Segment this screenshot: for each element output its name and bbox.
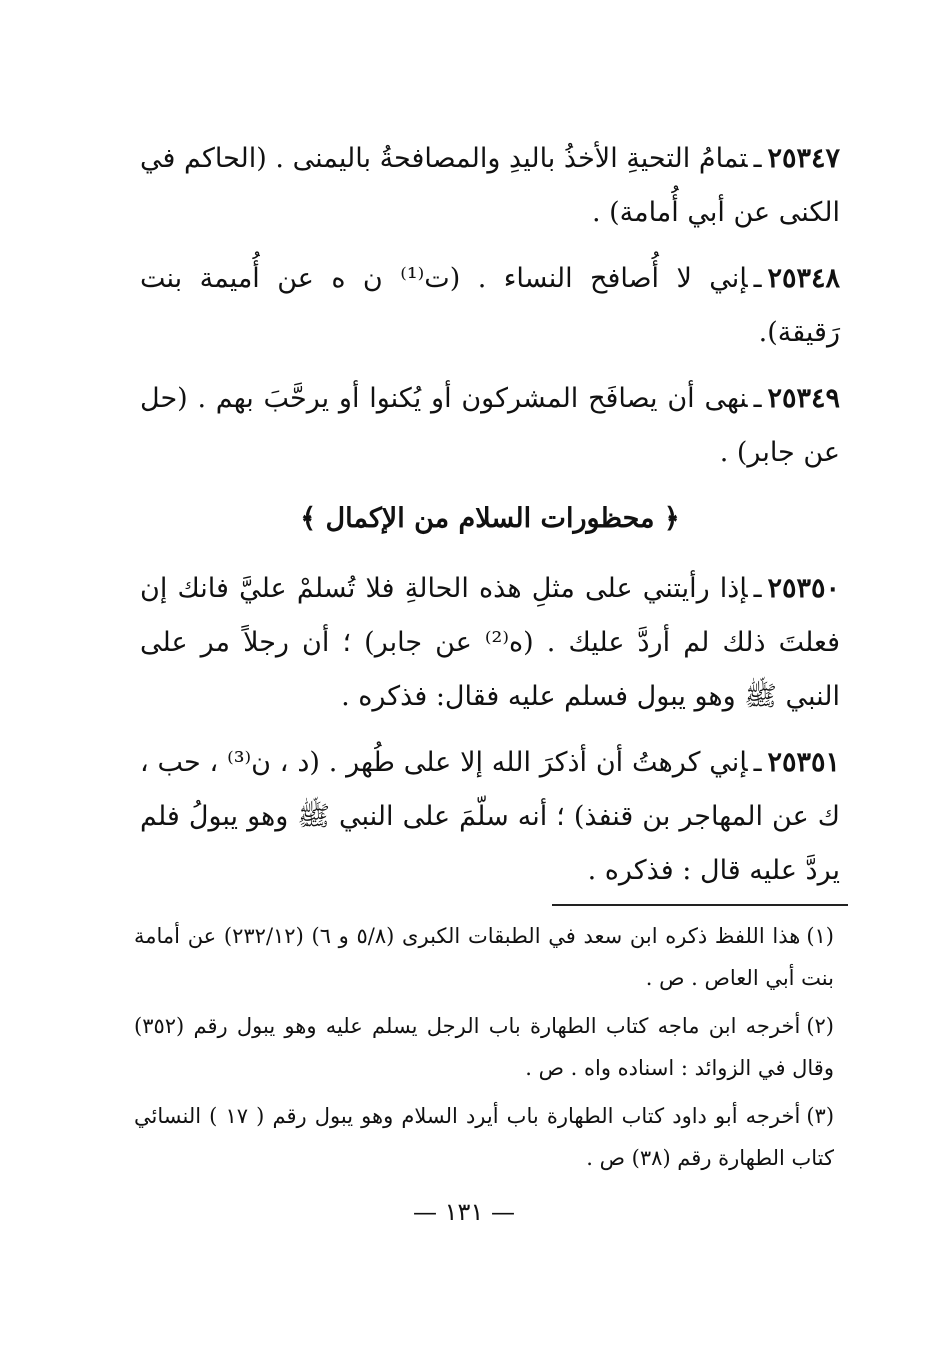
entry-dash: ـ	[753, 383, 762, 414]
footnote-text: هذا اللفظ ذكره ابن سعد في الطبقات الكبرى (٥/٨ و ٦) (٢٣٢/١٢) عن أمامة بنت أبي العاص . ص .	[134, 924, 834, 990]
entry-dash: ـ	[753, 263, 762, 294]
footnote-1	[134, 915, 834, 999]
footnote-mark: (٢)	[806, 1014, 834, 1038]
entry-dash: ـ	[753, 573, 762, 604]
main-text	[140, 132, 840, 910]
entry-text: إذا رأيتني على مثلِ هذه الحالةِ فلا تُسلمْ عليَّ فانك إن فعلتَ ذلك لم أردَّ عليك . (ه⁽²⁾ عن جابر) ؛ أن رجلاً مر على النبي ﷺ وهو يبول فسلم عليه فقال: فذكره .	[140, 573, 840, 712]
entry-text: إني لا أُصافح النساء . (ت⁽¹⁾ ن ه عن أُميمة بنت رَقيقة).	[140, 263, 840, 348]
section-heading: ﴿ محظورات السلام من الإكمال ﴾	[300, 503, 680, 534]
footnote-mark: (٣)	[806, 1104, 835, 1128]
entry-text: نهى أن يصافَح المشركون أو يُكنوا أو يرحَّبَ بهم . (حل عن جابر) .	[140, 383, 840, 468]
footnote-3	[134, 1095, 834, 1179]
entry-25351	[140, 736, 840, 898]
footnote-2	[134, 1005, 834, 1089]
footnotes	[134, 915, 834, 1185]
entry-dash: ـ	[753, 747, 762, 778]
entry-number: ٢٥٣٥١	[767, 747, 840, 778]
entry-number: ٢٥٣٤٧	[767, 143, 840, 174]
footnote-text: أخرجه ابن ماجه كتاب الطهارة باب الرجل يسلم عليه وهو يبول رقم (٣٥٢) وقال في الزوائد : اسناده واه . ص .	[134, 1014, 834, 1080]
entry-25350	[140, 562, 840, 724]
entry-25347	[140, 132, 840, 240]
entry-text: تمامُ التحيةِ الأخذُ باليدِ والمصافحةُ باليمنى . (الحاكم في الكنى عن أبي أُمامة) .	[140, 143, 840, 228]
entry-dash: ـ	[753, 143, 762, 174]
entry-number: ٢٥٣٥٠	[767, 573, 840, 604]
entry-number: ٢٥٣٤٨	[767, 263, 840, 294]
footnote-mark: (١)	[806, 924, 834, 948]
footnote-divider	[552, 904, 848, 906]
entry-text: إني كرهتُ أن أذكرَ الله إلا على طُهر . (د ، ن⁽³⁾ ، حب ، ك عن المهاجر بن قنفذ) ؛ أنه سلّمَ على النبي ﷺ وهو يبولُ فلم يردَّ عليه قال : فذكره .	[140, 747, 840, 886]
entry-25348	[140, 252, 840, 360]
footnote-text: أخرجه أبو داود كتاب الطهارة باب أيرد السلام وهو يبول رقم ( ١٧ ) النسائي كتاب الطهارة رقم (٣٨) ص .	[134, 1104, 834, 1170]
entry-25349	[140, 372, 840, 480]
page-number: — ١٣١ —	[413, 1198, 515, 1226]
entry-number: ٢٥٣٤٩	[767, 383, 840, 414]
